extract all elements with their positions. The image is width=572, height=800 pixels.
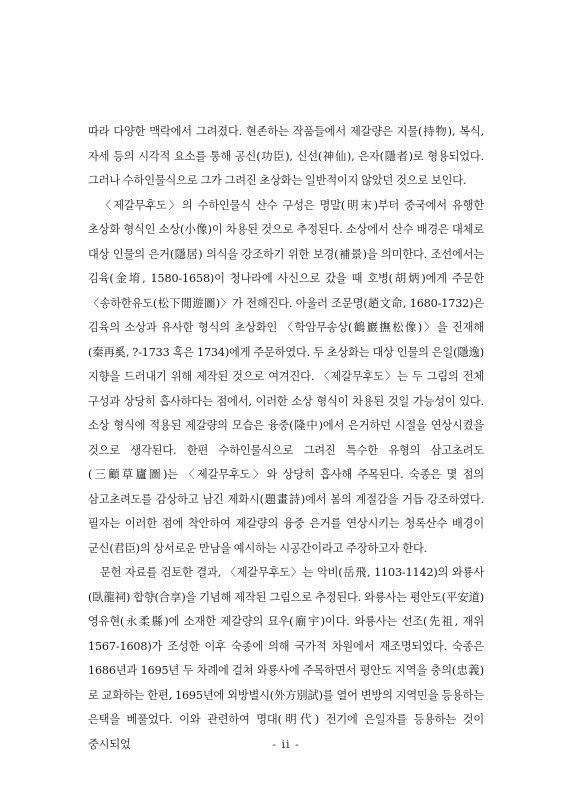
paragraph-2: 〈제갈무후도〉의 수하인물식 산수 구성은 명말(明末)부터 중국에서 유행한 초상화 형식인 소상(小像)이 차용된 것으로 추정된다. 소상에서 산수 배경은 대체로 대상 인물의 은거(隱居) 의식을 강조하기 위한 보경(補景)을 의미한다. 조선에서는 김육(金堉, 1580-1658)이 청나라에 사신으로 갔을 때 호병(胡炳)에게 주문한 〈송하한유도(松下閒遊圖)〉가 전해진다. 아울러 조문명(趙文命, 1680-1732)은 김육의 소상과 유사한 형식의 초상화인 〈학암무송상(鶴巖撫松像)〉을 진재해(秦再奚, ?-1733 혹은 1734)에게 주문하였다. 두 초상화는 대상 인물의 은일(隱逸) 지향을 드러내기 위해 제작된 것으로 여겨진다. 〈제갈무후도〉는 두 그림의 전체 구성과 상당히 흡사하다는 점에서, 이러한 소상 형식이 차용된 것일 가능성이 있다. 소상 형식에 적용된 제갈량의 모습은 융중(隆中)에서 은거하던 시절을 연상시켰을 것으로 생각된다. 한편 수하인물식으로 그려진 특수한 유형의 삼고초려도(三顧草廬圖)는 〈제갈무후도〉와 상당히 흡사해 주목된다. 숙종은 몇 점의 삼고초려도를 감상하고 남긴 제화시(題畫詩)에서 봄의 계절감을 거듭 강조하였다. 필자는 이러한 점에 착안하여 제갈량의 융중 은거를 연상시키는 청록산수 배경이 군신(君臣)의 상서로운 만남을 예시하는 시공간이라고 주장하고자 한다.	[88, 198, 484, 555]
paragraph-1: 따라 다양한 맥락에서 그려졌다. 현존하는 작품들에서 제갈량은 지물(持物), 복식, 자세 등의 시각적 요소를 통해 공신(功臣), 신선(神仙), 은자(隱者)로 형용되었다. 그러나 수하인물식으로 그가 그려진 초상화는 일반적이지 않았던 것으로 보인다.	[88, 125, 484, 187]
paragraph-3: 문헌 자료를 검토한 결과, 〈제갈무후도〉는 악비(岳飛, 1103-1142)의 와룡사(臥龍祠) 합향(合享)을 기념해 제작된 그림으로 추정된다. 와룡사는 평안도(平安道) 영유현(永柔縣)에 소재한 제갈량의 묘우(廟宇)이다. 와룡사는 선조(先祖, 재위 1567-1608)가 조성한 이후 숙종에 의해 국가적 차원에서 재조명되었다. 숙종은 1686년과 1695년 두 차례에 걸쳐 와룡사에 주목하면서 평안도 지역을 충의(忠義)로 교화하는 한편, 1695년에 외방별시(外方別試)를 열어 변방의 지역민을 등용하는 은택을 베풀었다. 이와 관련하여 명대(明代) 전기에 은일자를 등용하는 것이 중시되었	[88, 566, 484, 751]
body-text	[88, 120, 484, 757]
page-number: - ii -	[272, 738, 300, 751]
